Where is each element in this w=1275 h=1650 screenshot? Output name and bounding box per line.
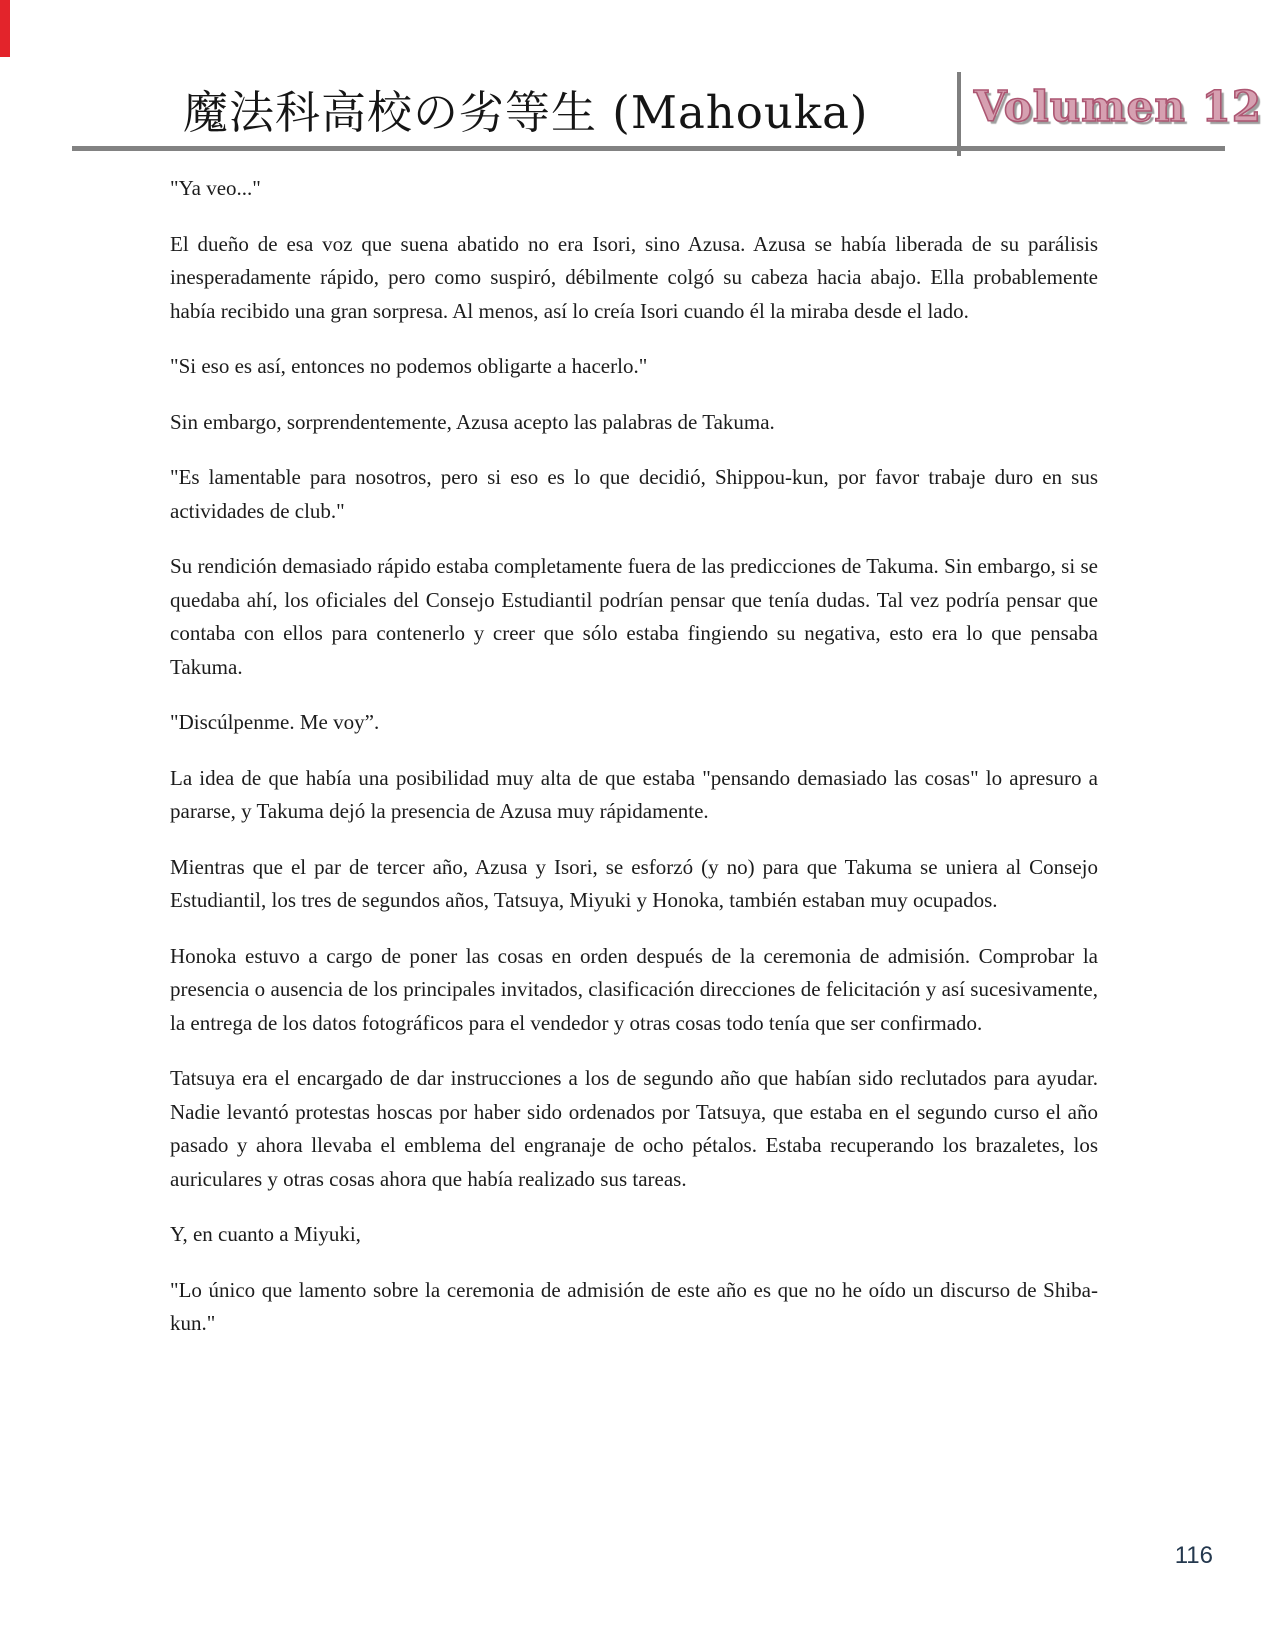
paragraph: El dueño de esa voz que suena abatido no era Isori, sino Azusa. Azusa se había liberada de su parálisis inesperadamente rápido, pero como suspiró, débilmente colgó su cabeza hacia abajo. Ella probablemente había recibido una gran sorpresa. Al menos, así lo creía Isori cuando él la miraba desde el lado. [170,231,1098,323]
body-text [170,172,1098,1363]
paragraph: Mientras que el par de tercer año, Azusa y Isori, se esforzó (y no) para que Takuma se uniera al Consejo Estudiantil, los tres de segundos años, Tatsuya, Miyuki y Honoka, también estaban muy ocupados. [170,854,1098,912]
paragraph: La idea de que había una posibilidad muy alta de que estaba "pensando demasiado las cosas" lo apresuro a pararse, y Takuma dejó la presencia de Azusa muy rápidamente. [170,765,1098,823]
paragraph: Y, en cuanto a Miyuki, [170,1222,361,1246]
page-number: 116 [1174,1542,1213,1569]
paragraph: Su rendición demasiado rápido estaba completamente fuera de las predicciones de Takuma. Sin embargo, si se quedaba ahí, los oficiales del Consejo Estudiantil podrían pensar que tenía dudas. Tal vez podría pensar que contaba con ellos para contenerlo y creer que sólo estaba fingiendo su negativa, esto era lo que pensaba Takuma. [170,554,1098,679]
header-divider-bar [957,72,961,156]
paragraph: Tatsuya era el encargado de dar instrucciones a los de segundo año que habían sido reclutados para ayudar. Nadie levantó protestas hoscas por haber sido ordenados por Tatsuya, que estaba en el segundo curso el año pasado y ahora llevaba el emblema del engranaje de ocho pétalos. Estaba recuperando los brazaletes, los auriculares y otras cosas ahora que había realizado sus tareas. [170,1066,1098,1191]
paragraph: "Lo único que lamento sobre la ceremonia de admisión de este año es que no he oído un discurso de Shiba-kun." [170,1277,1098,1335]
paragraph: Sin embargo, sorprendentemente, Azusa acepto las palabras de Takuma. [170,409,775,434]
header-rule [72,146,1225,151]
paragraph: "Ya veo..." [170,176,261,200]
paragraph: "Si eso es así, entonces no podemos obligarte a hacerlo." [170,354,648,378]
red-corner-marker [0,0,10,57]
paragraph: "Es lamentable para nosotros, pero si eso es lo que decidió, Shippou-kun, por favor trabaje duro en sus actividades de club." [170,465,1098,523]
volume-label: Volumen 12 [974,82,1263,131]
paragraph: Honoka estuvo a cargo de poner las cosas en orden después de la ceremonia de admisión. Comprobar la presencia o ausencia de los principales invitados, clasificación direcciones de felicitación y así sucesivamente, la entrega de los datos fotográficos para el vendedor y otras cosas todo tenía que ser confirmado. [170,943,1098,1035]
paragraph: "Discúlpenme. Me voy”. [170,710,380,734]
document-title: 魔法科高校の劣等生 (Mahouka) [183,86,869,139]
